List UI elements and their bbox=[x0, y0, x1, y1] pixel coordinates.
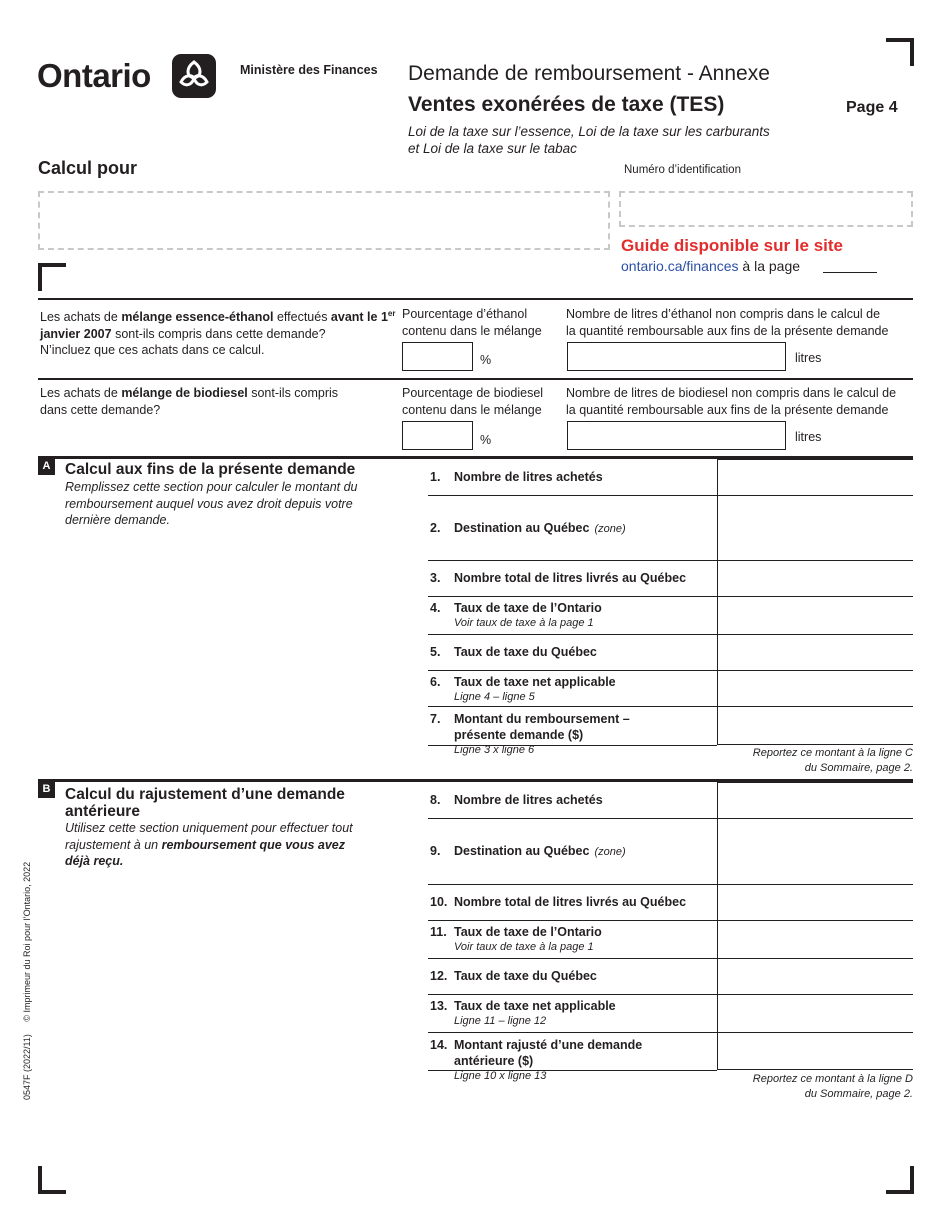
row-label-text: Taux de taxe net applicable bbox=[454, 675, 616, 689]
row-label bbox=[430, 1037, 642, 1069]
ontario-logo-wordmark: Ontario bbox=[37, 57, 151, 94]
row-label bbox=[430, 968, 597, 984]
laws-line1: Loi de la taxe sur l’essence, Loi de la taxe sur les carburants bbox=[408, 124, 770, 139]
biodiesel-litres-unit: litres bbox=[795, 430, 822, 444]
laws-line2: et Loi de la taxe sur le tabac bbox=[408, 141, 577, 156]
corner-mark-bottom-right bbox=[886, 1166, 914, 1194]
row-label bbox=[430, 674, 616, 690]
ethanol-question: Les achats de mélange essence-éthanol effectués avant le 1er janvier 2007 sont-ils compris dans cette demande? N’incluez que ces achats dans ce calcul. bbox=[40, 309, 396, 358]
corner-mark-top-right bbox=[886, 38, 914, 66]
row-number: 11. bbox=[430, 925, 447, 939]
divider-ethanol bbox=[38, 378, 913, 380]
row-hint: Ligne 10 x ligne 13 bbox=[454, 1070, 547, 1082]
row-hint: Ligne 3 x ligne 6 bbox=[454, 744, 535, 756]
row-label bbox=[430, 924, 602, 940]
row-hint: Ligne 11 – ligne 12 bbox=[454, 1015, 547, 1027]
biodiesel-question: Les achats de mélange de biodiesel sont-ils compris dans cette demande? bbox=[40, 386, 339, 417]
amount-field-line-12[interactable] bbox=[717, 958, 913, 994]
calc-for-label: Calcul pour bbox=[38, 158, 138, 178]
guide-line bbox=[621, 258, 800, 274]
row-divider bbox=[428, 1032, 717, 1033]
amount-field-line-6[interactable] bbox=[717, 670, 913, 706]
section-a-report-note: Reportez ce montant à la ligne C du Sommaire, page 2. bbox=[752, 747, 913, 774]
divider-top bbox=[38, 298, 913, 300]
guide-link[interactable]: ontario.ca/finances bbox=[621, 258, 739, 274]
amount-field-line-9[interactable] bbox=[717, 818, 913, 884]
biodiesel-litres-input[interactable] bbox=[567, 421, 786, 450]
biodiesel-percent-unit: % bbox=[480, 433, 492, 447]
row-hint: Voir taux de taxe à la page 1 bbox=[454, 617, 594, 629]
row-label bbox=[430, 711, 630, 743]
section-b-title: Calcul du rajustement d’une demande antérieure bbox=[65, 786, 345, 820]
ethanol-litres-input[interactable] bbox=[567, 342, 786, 371]
row-number: 12. bbox=[430, 969, 448, 983]
row-number: 3. bbox=[430, 571, 441, 585]
amount-field-line-3[interactable] bbox=[717, 560, 913, 596]
ethanol-percent-label: Pourcentage d’éthanol contenu dans le mélange bbox=[402, 307, 542, 338]
ethanol-percent-input[interactable] bbox=[402, 342, 473, 371]
corner-mark-mid-left bbox=[38, 263, 66, 291]
row-divider bbox=[428, 994, 717, 995]
row-divider bbox=[428, 495, 717, 496]
row-label-text: Nombre total de litres livrés au Québec bbox=[454, 571, 687, 585]
biodiesel-percent-label: Pourcentage de biodiesel contenu dans le mélange bbox=[402, 386, 544, 417]
row-number: 5. bbox=[430, 645, 441, 659]
row-label-text: Destination au Québec bbox=[454, 521, 590, 535]
row-label-text: Montant rajusté d’une demande bbox=[454, 1038, 643, 1052]
row-label-text: Nombre de litres achetés bbox=[454, 470, 603, 484]
row-number: 9. bbox=[430, 844, 441, 858]
amount-field-line-1[interactable] bbox=[717, 459, 913, 495]
section-a-badge: A bbox=[38, 458, 55, 475]
amount-field-line-2[interactable] bbox=[717, 495, 913, 560]
row-label-text: Taux de taxe du Québec bbox=[454, 969, 597, 983]
row-zone-hint: (zone) bbox=[594, 846, 626, 858]
id-number-field[interactable] bbox=[619, 191, 913, 227]
row-divider bbox=[428, 634, 717, 635]
amount-field-line-10[interactable] bbox=[717, 884, 913, 920]
section-a-description: Remplissez cette section pour calculer le montant du remboursement auquel vous avez droit depuis votre dernière demande. bbox=[65, 480, 358, 527]
amount-field-line-4[interactable] bbox=[717, 596, 913, 634]
row-zone-hint: (zone) bbox=[594, 523, 626, 535]
amount-field-line-5[interactable] bbox=[717, 634, 913, 670]
amount-field-line-14[interactable] bbox=[717, 1032, 913, 1070]
form-code-footer: 0547F (2022/11) © Imprimeur du Roi pour l’Ontario, 2022 bbox=[22, 861, 32, 1100]
row-hint: Voir taux de taxe à la page 1 bbox=[454, 941, 594, 953]
row-label-text: Taux de taxe net applicable bbox=[454, 999, 616, 1013]
row-number: 10. bbox=[430, 895, 448, 909]
row-label bbox=[430, 600, 602, 616]
ethanol-percent-unit: % bbox=[480, 353, 492, 367]
row-label-text: Montant du remboursement – bbox=[454, 712, 630, 726]
biodiesel-litres-label: Nombre de litres de biodiesel non compris dans le calcul de la quantité remboursable aux fins de la présente demande bbox=[566, 386, 897, 417]
row-divider bbox=[428, 560, 717, 561]
row-number: 8. bbox=[430, 793, 441, 807]
section-b-description: Utilisez cette section uniquement pour effectuer tout rajustement à un remboursement que vous avez déjà reçu. bbox=[65, 821, 353, 868]
row-label bbox=[430, 469, 603, 485]
row-divider bbox=[428, 920, 717, 921]
row-label bbox=[430, 998, 616, 1014]
page-number: Page 4 bbox=[846, 99, 898, 116]
ethanol-litres-label: Nombre de litres d’éthanol non compris dans le calcul de la quantité remboursable aux fins de la présente demande bbox=[566, 307, 889, 338]
ethanol-litres-unit: litres bbox=[795, 351, 822, 365]
amount-field-line-7[interactable] bbox=[717, 706, 913, 745]
row-label-text: Nombre total de litres livrés au Québec bbox=[454, 895, 687, 909]
row-divider bbox=[428, 706, 717, 707]
row-label-text: Taux de taxe du Québec bbox=[454, 645, 597, 659]
row-divider bbox=[428, 884, 717, 885]
row-label-text-2: antérieure ($) bbox=[454, 1054, 534, 1068]
row-divider bbox=[428, 818, 717, 819]
row-number: 1. bbox=[430, 470, 441, 484]
row-number: 7. bbox=[430, 712, 441, 726]
row-number: 2. bbox=[430, 521, 441, 535]
row-label-text: Destination au Québec bbox=[454, 844, 590, 858]
row-divider bbox=[428, 670, 717, 671]
id-number-label: Numéro d’identification bbox=[624, 164, 741, 176]
guide-title: Guide disponible sur le site bbox=[621, 236, 843, 255]
row-label bbox=[430, 570, 686, 586]
amount-field-line-13[interactable] bbox=[717, 994, 913, 1032]
row-hint: Ligne 4 – ligne 5 bbox=[454, 691, 535, 703]
form-title-line2: Ventes exonérées de taxe (TES) bbox=[408, 93, 725, 116]
row-label bbox=[430, 520, 626, 537]
form-title-line1: Demande de remboursement - Annexe bbox=[408, 62, 770, 85]
ministry-name: Ministère des Finances bbox=[240, 63, 378, 77]
biodiesel-percent-input[interactable] bbox=[402, 421, 473, 450]
amount-field-line-11[interactable] bbox=[717, 920, 913, 958]
corner-mark-bottom-left bbox=[38, 1166, 66, 1194]
trillium-logo-icon bbox=[172, 54, 216, 98]
row-label bbox=[430, 894, 686, 910]
row-number: 6. bbox=[430, 675, 441, 689]
row-label bbox=[430, 843, 626, 860]
row-number: 4. bbox=[430, 601, 441, 615]
section-a-title: Calcul aux fins de la présente demande bbox=[65, 461, 356, 478]
section-b-badge: B bbox=[38, 781, 55, 798]
row-divider bbox=[428, 958, 717, 959]
row-label-text: Nombre de litres achetés bbox=[454, 793, 603, 807]
row-number: 13. bbox=[430, 999, 448, 1013]
row-number: 14. bbox=[430, 1038, 448, 1052]
row-divider bbox=[428, 596, 717, 597]
row-label-text-2: présente demande ($) bbox=[454, 728, 584, 742]
row-label bbox=[430, 644, 597, 660]
row-label-text: Taux de taxe de l’Ontario bbox=[454, 925, 602, 939]
calc-for-field[interactable] bbox=[38, 191, 610, 250]
row-label bbox=[430, 792, 603, 808]
guide-page-field[interactable] bbox=[823, 258, 877, 273]
amount-field-line-8[interactable] bbox=[717, 782, 913, 818]
section-b-report-note: Reportez ce montant à la ligne D du Sommaire, page 2. bbox=[752, 1073, 913, 1100]
row-label-text: Taux de taxe de l’Ontario bbox=[454, 601, 602, 615]
guide-suffix: à la page bbox=[742, 258, 801, 274]
